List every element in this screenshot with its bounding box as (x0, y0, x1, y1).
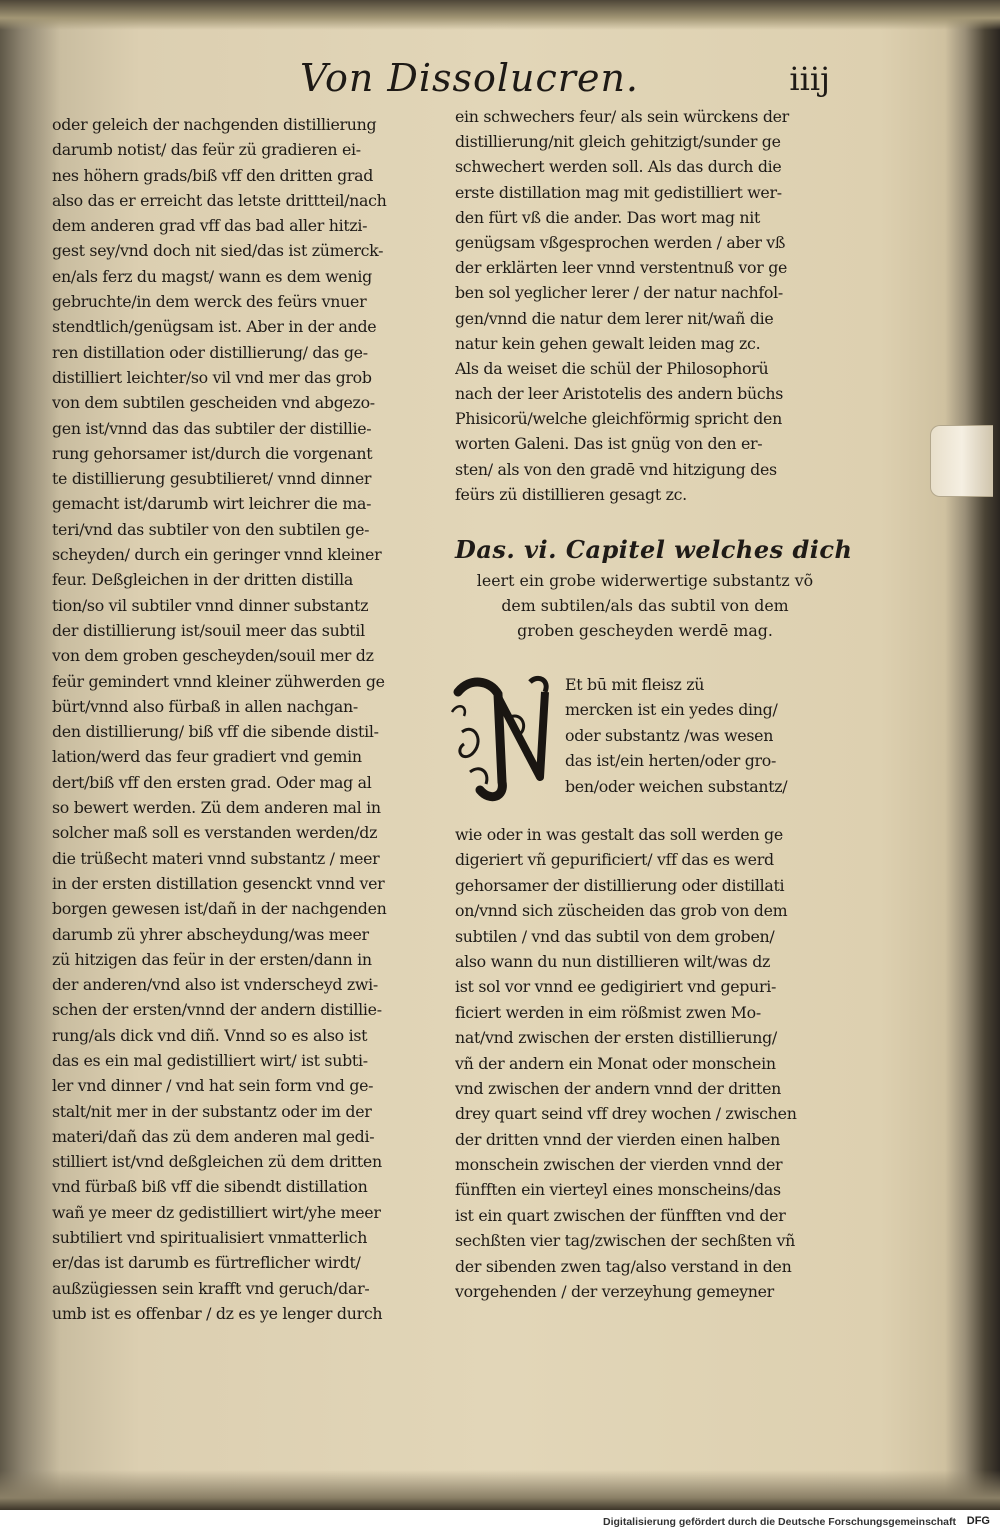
text-line: der dritten vnnd der vierden einen halben (455, 1129, 781, 1149)
text-line: darumb zü yhrer abscheydung/was meer (52, 924, 369, 944)
chapter-body (455, 822, 840, 1304)
text-line: monschein zwischen der vierden vnnd der (455, 1155, 783, 1175)
scan-top-shadow (0, 0, 1000, 30)
text-line: der anderen/vnd also ist vnderscheyd zwi- (52, 975, 378, 995)
decorated-initial-icon (450, 672, 560, 807)
right-text-column (455, 104, 835, 507)
chapter-heading (455, 532, 853, 643)
text-line: vorgehenden / der verzeyhung gemeyner (455, 1282, 774, 1302)
folio-number: iiij (789, 60, 830, 98)
text-line: so bewert werden. Zü dem anderen mal in (52, 798, 381, 818)
text-line: lation/werd das feur gradiert vnd gemin (52, 747, 362, 767)
text-line: oder geleich der nachgenden distillierung (52, 115, 377, 134)
text-line: feur. Deßgleichen in der dritten distilla (52, 570, 354, 590)
text-line: ren distillation oder distillierung/ das ge- (52, 342, 368, 362)
chapter-subtitle-line: groben gescheyden werdē mag. (517, 621, 773, 640)
text-line: also wann du nun distillieren wilt/was dz (455, 951, 771, 971)
text-line: en/als ferz du magst/ wann es dem wenig (52, 266, 372, 286)
text-line: dem anderen grad vff das bad aller hitzi- (52, 216, 368, 236)
footer-credit: Digitalisierung gefördert durch die Deutsche Forschungsgemeinschaft (603, 1516, 956, 1528)
running-title: Von Dissolucren. (300, 56, 639, 100)
text-line: vnd zwischen der andern vnnd der dritten (455, 1078, 782, 1098)
text-line: vnd fürbaß biß vff die sibendt distillation (52, 1177, 368, 1197)
text-line: digeriert vñ gepurificiert/ vff das es werd (455, 850, 774, 870)
text-line: worten Galeni. Das ist gnüg von den er- (455, 434, 763, 454)
text-line: bürt/vnnd also fürbaß in allen nachgan- (52, 696, 358, 716)
text-line: außzügiessen sein krafft vnd geruch/dar- (52, 1278, 370, 1298)
text-line: das ist/ein herten/oder gro- (565, 751, 777, 771)
text-line: feür gemindert vnnd kleiner zühwerden ge (52, 671, 385, 691)
text-line: gen ist/vnnd das das subtiler der distillie- (52, 418, 372, 438)
page-header (300, 56, 830, 106)
text-line: gemacht ist/darumb wirt leichrer die ma- (52, 494, 372, 514)
text-line: in der ersten distillation gesenckt vnnd ver (52, 873, 385, 893)
text-line: scheyden/ durch ein geringer vnnd kleiner (52, 545, 382, 565)
text-line: das es ein mal gedistilliert wirt/ ist subti- (52, 1050, 368, 1070)
text-line: wie oder in was gestalt das soll werden ge (455, 825, 783, 844)
scan-bottom-shadow (0, 1470, 1000, 1510)
text-line: gebruchte/in dem werck des feürs vnuer (52, 292, 367, 312)
text-line: nach der leer Aristotelis des andern büchs (455, 384, 784, 404)
text-line: ist ein quart zwischen der fünfften vnd der (455, 1205, 786, 1225)
text-line: Phisicorü/welche gleichförmig spricht den (455, 409, 782, 429)
text-line: darumb notist/ das feür zü gradieren ei- (52, 140, 361, 160)
text-line: solcher maß soll es verstanden werden/dz (52, 823, 378, 843)
text-line: fünfften ein vierteyl eines monscheins/das (455, 1180, 781, 1200)
text-line: den fürt vß die ander. Das wort mag nit (455, 207, 761, 227)
text-line: wañ ye meer dz gedistilliert wirt/yhe meer (52, 1202, 381, 1222)
text-line: tion/so vil subtiler vnnd dinner substantz (52, 595, 369, 615)
text-line: te distillierung gesubtilieret/ vnnd dinner (52, 469, 372, 489)
text-line: gehorsamer der distillierung oder distillati (455, 875, 785, 895)
text-line: ben/oder weichen substantz/ (565, 776, 788, 796)
page-tab-marker (930, 425, 993, 497)
text-line: die trüßecht materi vnnd substantz / meer (52, 848, 380, 868)
text-line: der distillierung ist/souil meer das subtil (52, 620, 365, 640)
text-line: also das er erreicht das letste drittteil/nach (52, 190, 387, 210)
text-line: rung gehorsamer ist/durch die vorgenant (52, 443, 373, 463)
text-line: distilliert leichter/so vil vnd mer das grob (52, 367, 372, 387)
text-line: erste distillation mag mit gedistilliert wer- (455, 182, 782, 202)
text-line: stilliert ist/vnd deßgleichen zü dem dritten (52, 1152, 382, 1172)
text-line: der erklärten leer vnnd verstentnuß vor ge (455, 258, 788, 278)
chapter-body-beside-initial (565, 672, 840, 799)
chapter-title: Das. vi. Capitel welches dich (455, 535, 853, 564)
text-line: sten/ als von den gradē vnd hitzigung des (455, 459, 777, 479)
text-line: er/das ist darumb es fürtreflicher wirdt/ (52, 1253, 361, 1273)
text-line: subtilen / vnd das subtil von dem groben/ (455, 926, 775, 946)
chapter-subtitle-line: dem subtilen/als das subtil von dem (501, 596, 789, 615)
text-line: rung/als dick vnd diñ. Vnnd so es also ist (52, 1025, 368, 1045)
text-line: ben sol yeglicher lerer / der natur nachfol- (455, 283, 783, 303)
text-line: schwechert werden soll. Als das durch die (455, 157, 782, 177)
text-line: Et bū mit fleisz zü (565, 675, 705, 694)
text-line: gen/vnnd die natur dem lerer nit/wañ die (455, 308, 774, 328)
dfg-logo: DFG (966, 1515, 990, 1527)
left-text-column (52, 112, 437, 1326)
text-line: materi/dañ das zü dem anderen mal gedi- (52, 1126, 375, 1146)
text-line: on/vnnd sich züscheiden das grob von dem (455, 901, 788, 921)
text-line: umb ist es offenbar / dz es ye lenger durch (52, 1303, 383, 1323)
text-line: dert/biß vff den ersten grad. Oder mag al (52, 772, 372, 792)
text-line: ler vnd dinner / vnd hat sein form vnd ge- (52, 1076, 374, 1096)
text-line: borgen gewesen ist/dañ in der nachgenden (52, 899, 387, 919)
text-line: vñ der andern ein Monat oder monschein (455, 1053, 776, 1073)
text-line: schen der ersten/vnnd der andern distillie- (52, 1000, 382, 1020)
text-line: sechßten vier tag/zwischen der sechßten vñ (455, 1231, 796, 1251)
text-line: ein schwechers feur/ als sein würckens der (455, 107, 789, 126)
text-line: nat/vnd zwischen der ersten distillierung/ (455, 1028, 777, 1048)
text-line: ist sol vor vnnd ee gedigiriert vnd gepuri- (455, 977, 777, 997)
text-line: stalt/nit mer in der substantz oder im der (52, 1101, 372, 1121)
text-line: feürs zü distillieren gesagt zc. (455, 484, 687, 504)
text-line: ficiert werden in eim rößmist zwen Mo- (455, 1002, 761, 1022)
text-line: mercken ist ein yedes ding/ (565, 700, 778, 720)
text-line: distillierung/nit gleich gehitzigt/sunder ge (455, 132, 781, 152)
chapter-subtitle-line: leert ein grobe widerwertige substantz võ (476, 571, 814, 590)
text-line: oder substantz /was wesen (565, 725, 774, 745)
text-line: genügsam vßgesprochen werden / aber vß (455, 232, 786, 252)
text-line: der sibenden zwen tag/also verstand in den (455, 1256, 792, 1276)
text-line: drey quart seind vff drey wochen / zwischen (455, 1104, 797, 1124)
text-line: von dem subtilen gescheiden vnd abgezo- (52, 393, 375, 413)
text-line: subtiliert vnd spiritualisiert vnmatterlich (52, 1228, 368, 1248)
text-line: stendtlich/genügsam ist. Aber in der ande (52, 317, 377, 337)
text-line: Als da weiset die schül der Philosophorü (455, 358, 769, 378)
text-line: von dem groben gescheyden/souil mer dz (52, 646, 374, 666)
text-line: den distillierung/ biß vff die sibende distil- (52, 722, 379, 742)
text-line: zü hitzigen das feür in der ersten/dann in (52, 949, 372, 969)
text-line: gest sey/vnd doch nit sied/das ist zümerck- (52, 241, 384, 261)
text-line: natur kein gehen gewalt leiden mag zc. (455, 333, 761, 353)
text-line: nes höhern grads/biß vff den dritten grad (52, 165, 374, 185)
text-line: teri/vnd das subtiler von den subtilen ge- (52, 519, 370, 539)
